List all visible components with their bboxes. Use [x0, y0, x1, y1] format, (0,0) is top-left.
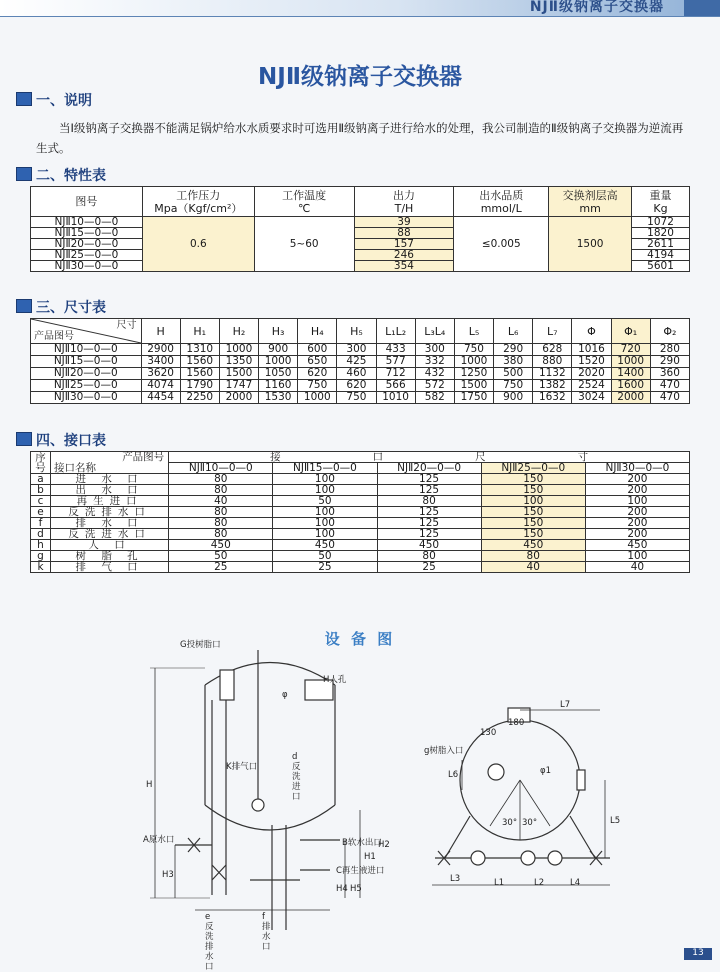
label-angle-left: 30° — [502, 818, 518, 828]
dim-header: H — [141, 319, 180, 344]
height-cell: 1500 — [549, 217, 632, 272]
dim-header: H₂ — [219, 319, 258, 344]
port-size-cell: 450 — [169, 540, 273, 551]
port-name-cell: 树 脂 孔 — [51, 551, 169, 562]
page-number: 13 — [684, 948, 712, 960]
port-size-cell: 100 — [585, 496, 689, 507]
plan-flange-1 — [471, 851, 485, 865]
temp-cell: 5~60 — [254, 217, 354, 272]
port-size-cell: 200 — [585, 529, 689, 540]
section-heading: 三、尺寸表 — [36, 300, 106, 316]
dim-cell: 1000 — [611, 356, 650, 368]
label-raw-water: A原水口 — [143, 835, 175, 845]
port-model-header: NJⅡ20—0—0 — [377, 463, 481, 474]
dim-cell: 1560 — [180, 356, 219, 368]
dimension-table — [30, 318, 690, 404]
vessel-bottom-dome — [205, 805, 335, 830]
dim-corner-header — [31, 319, 142, 344]
dim-cell: 1600 — [611, 380, 650, 392]
weight-cell: 1072 — [632, 217, 690, 228]
dim-cell: 280 — [650, 344, 689, 356]
port-name-cell: 排 气 口 — [51, 562, 169, 573]
plan-flange-3 — [548, 851, 562, 865]
port-size-cell: 450 — [585, 540, 689, 551]
weight-cell: 5601 — [632, 261, 690, 272]
model-cell: NJⅡ10—0—0 — [31, 217, 143, 228]
label-drain: f排水口 — [262, 912, 271, 952]
port-size-cell: 125 — [377, 507, 481, 518]
vessel-side-view — [150, 650, 360, 930]
dim-cell: 290 — [650, 356, 689, 368]
dim-cell: 572 — [415, 380, 454, 392]
label-soft-water: B软水出口 — [342, 838, 382, 848]
dim-cell: 582 — [415, 392, 454, 404]
section-dimensions — [16, 297, 106, 317]
drawing-title: 设 备 图 — [324, 630, 396, 648]
port-size-cell: 200 — [585, 518, 689, 529]
port-size-cell: 450 — [377, 540, 481, 551]
model-cell: NJⅡ15—0—0 — [31, 228, 143, 239]
port-size-cell: 50 — [273, 551, 377, 562]
dim-header: H₁ — [180, 319, 219, 344]
dim-cell: 566 — [376, 380, 415, 392]
label-l5: L5 — [610, 816, 621, 826]
model-cell: NJⅡ10—0—0 — [31, 344, 142, 356]
dim-header: L₇ — [533, 319, 572, 344]
plan-flange-2 — [521, 851, 535, 865]
label-dim-h2: H2 — [378, 840, 390, 850]
port-model-header: NJⅡ15—0—0 — [273, 463, 377, 474]
label-backwash-in: d反洗进口 — [292, 752, 301, 802]
model-cell: NJⅡ25—0—0 — [31, 250, 143, 261]
port-size-cell: 100 — [273, 529, 377, 540]
label-phi1: φ1 — [540, 766, 552, 776]
dim-cell: 900 — [494, 392, 533, 404]
dim-cell: 1750 — [454, 392, 493, 404]
corner-top-label: 尺寸 — [116, 320, 137, 331]
dim-cell: 1350 — [219, 356, 258, 368]
weight-cell: 2611 — [632, 239, 690, 250]
port-size-cell: 125 — [377, 485, 481, 496]
table-row — [31, 392, 690, 404]
dim-cell: 1250 — [454, 368, 493, 380]
port-id-cell: k — [31, 562, 51, 573]
spec-header: 图号 — [31, 187, 143, 217]
dim-header: Φ₂ — [650, 319, 689, 344]
section-marker-icon — [16, 299, 32, 313]
dim-cell: 880 — [533, 356, 572, 368]
model-cell: NJⅡ20—0—0 — [31, 368, 142, 380]
page-title: NJⅡ级钠离子交换器 — [258, 64, 462, 90]
section-spec — [16, 165, 106, 185]
flow-cell: 39 — [354, 217, 454, 228]
dim-cell: 1790 — [180, 380, 219, 392]
label-dim-h5: H5 — [350, 884, 362, 894]
dim-cell: 360 — [650, 368, 689, 380]
dim-cell: 1016 — [572, 344, 611, 356]
port-id-cell: f — [31, 518, 51, 529]
dim-header: H₃ — [259, 319, 298, 344]
port-id-cell: d — [31, 529, 51, 540]
dim-cell: 3620 — [141, 368, 180, 380]
dim-cell: 300 — [415, 344, 454, 356]
label-resin-inlet: g树脂入口 — [424, 746, 464, 756]
dim-cell: 1747 — [219, 380, 258, 392]
port-size-cell: 40 — [481, 562, 585, 573]
port-size-cell: 25 — [377, 562, 481, 573]
port-size-cell: 50 — [273, 496, 377, 507]
banner-title: NJⅡ级钠离子交换器 — [529, 0, 664, 15]
dim-cell: 432 — [415, 368, 454, 380]
dim-cell: 600 — [298, 344, 337, 356]
size-header: 接 口 尺 寸 — [169, 452, 690, 463]
dim-cell: 380 — [494, 356, 533, 368]
port-size-cell: 125 — [377, 474, 481, 485]
dim-cell: 750 — [298, 380, 337, 392]
dim-cell: 1560 — [180, 368, 219, 380]
port-size-cell: 450 — [481, 540, 585, 551]
port-name-cell: 出 水 口 — [51, 485, 169, 496]
port-model-header: NJⅡ30—0—0 — [585, 463, 689, 474]
section-marker-icon — [16, 92, 32, 106]
dim-cell: 750 — [337, 392, 376, 404]
port-size-cell: 150 — [481, 518, 585, 529]
label-vent: K排气口 — [226, 762, 258, 772]
label-dim-h4: H4 — [336, 884, 348, 894]
dim-cell: 1160 — [259, 380, 298, 392]
section-heading: 一、说明 — [36, 93, 92, 109]
port-size-cell: 100 — [273, 518, 377, 529]
section-marker-icon — [16, 432, 32, 446]
dim-cell: 650 — [298, 356, 337, 368]
name-header: 接口名称 — [51, 463, 169, 474]
label-l2: L2 — [534, 878, 545, 888]
table-row — [31, 485, 690, 496]
port-size-cell: 80 — [169, 485, 273, 496]
port-size-cell: 80 — [481, 551, 585, 562]
spec-header: 出水品质 mmol/L — [454, 187, 549, 217]
section-heading: 四、接口表 — [36, 433, 106, 449]
corner-bottom-label: 产品图号 — [34, 331, 74, 342]
dim-cell: 620 — [337, 380, 376, 392]
port-name-cell: 进 水 口 — [51, 474, 169, 485]
port-name-cell: 人 口 — [51, 540, 169, 551]
label-l4: L4 — [570, 878, 581, 888]
spec-table — [30, 186, 690, 272]
model-cell: NJⅡ25—0—0 — [31, 380, 142, 392]
port-size-cell: 50 — [169, 551, 273, 562]
port-id-cell: b — [31, 485, 51, 496]
dim-cell: 3024 — [572, 392, 611, 404]
port-size-cell: 80 — [377, 551, 481, 562]
table-row — [31, 368, 690, 380]
flow-cell: 246 — [354, 250, 454, 261]
weight-cell: 4194 — [632, 250, 690, 261]
dim-cell: 750 — [454, 344, 493, 356]
port-id-cell: a — [31, 474, 51, 485]
weight-cell: 1820 — [632, 228, 690, 239]
intro-paragraph: 当Ⅰ级钠离子交换器不能满足锅炉给水水质要求时可选用Ⅱ级钠离子进行给水的处理，我公司制造的Ⅱ级钠离子交换器为逆流再生式。 — [36, 121, 684, 155]
label-130: 130 — [480, 728, 497, 738]
port-size-cell: 200 — [585, 485, 689, 496]
flow-cell: 88 — [354, 228, 454, 239]
dim-cell: 300 — [337, 344, 376, 356]
dim-cell: 1010 — [376, 392, 415, 404]
dim-cell: 620 — [298, 368, 337, 380]
vessel-plan-view — [432, 708, 610, 885]
label-180: 180 — [508, 718, 525, 728]
port-size-cell: 80 — [169, 507, 273, 518]
table-row — [31, 474, 690, 485]
ports-table — [30, 451, 690, 573]
port-size-cell: 100 — [481, 496, 585, 507]
dim-cell: 1530 — [259, 392, 298, 404]
dim-cell: 750 — [494, 380, 533, 392]
port-size-cell: 25 — [169, 562, 273, 573]
model-cell: NJⅡ30—0—0 — [31, 261, 143, 272]
dim-header: L₃L₄ — [415, 319, 454, 344]
dim-header: L₁L₂ — [376, 319, 415, 344]
dim-cell: 1382 — [533, 380, 572, 392]
label-regen: C再生液进口 — [336, 866, 385, 876]
section-ports — [16, 430, 106, 450]
model-cell: NJⅡ20—0—0 — [31, 239, 143, 250]
dim-cell: 4454 — [141, 392, 180, 404]
model-header: 产品图号 — [51, 452, 169, 463]
port-size-cell: 40 — [585, 562, 689, 573]
port-id-cell: g — [31, 551, 51, 562]
dim-cell: 470 — [650, 392, 689, 404]
label-l7: L7 — [560, 700, 571, 710]
banner-block — [684, 0, 720, 16]
dim-cell: 2000 — [611, 392, 650, 404]
dim-cell: 628 — [533, 344, 572, 356]
dim-cell: 1132 — [533, 368, 572, 380]
model-cell: NJⅡ15—0—0 — [31, 356, 142, 368]
plan-resin-inlet — [488, 764, 504, 780]
table-row — [31, 551, 690, 562]
dim-cell: 3400 — [141, 356, 180, 368]
table-row — [31, 356, 690, 368]
flow-cell: 354 — [354, 261, 454, 272]
port-name-cell: 反洗排水口 — [51, 507, 169, 518]
quality-cell: ≤0.005 — [454, 217, 549, 272]
dim-header: L₅ — [454, 319, 493, 344]
port-name-cell: 排 水 口 — [51, 518, 169, 529]
table-row — [31, 562, 690, 573]
table-row — [31, 529, 690, 540]
spec-header: 工作压力 Mpa（Kgf/cm²） — [142, 187, 254, 217]
port-id-cell: h — [31, 540, 51, 551]
table-row — [31, 496, 690, 507]
port-size-cell: 150 — [481, 474, 585, 485]
dim-cell: 500 — [494, 368, 533, 380]
gauge-icon — [252, 799, 264, 811]
label-l6: L6 — [448, 770, 459, 780]
spec-header: 工作温度 ℃ — [254, 187, 354, 217]
pressure-cell: 0.6 — [142, 217, 254, 272]
port-size-cell: 100 — [273, 474, 377, 485]
dim-header: L₆ — [494, 319, 533, 344]
dim-cell: 1000 — [298, 392, 337, 404]
port-size-cell: 80 — [169, 474, 273, 485]
dim-cell: 1000 — [454, 356, 493, 368]
port-size-cell: 125 — [377, 529, 481, 540]
table-row — [31, 518, 690, 529]
spec-header: 出力 T/H — [354, 187, 454, 217]
dim-cell: 577 — [376, 356, 415, 368]
port-size-cell: 150 — [481, 507, 585, 518]
port-name-cell: 再生进口 — [51, 496, 169, 507]
dim-cell: 460 — [337, 368, 376, 380]
dim-cell: 1400 — [611, 368, 650, 380]
port-size-cell: 25 — [273, 562, 377, 573]
port-model-header: NJⅡ10—0—0 — [169, 463, 273, 474]
dim-cell: 1000 — [219, 344, 258, 356]
label-angle-right: 30° — [522, 818, 538, 828]
port-size-cell: 200 — [585, 507, 689, 518]
seq-header: 序 号 — [31, 452, 51, 474]
section-description — [16, 90, 92, 110]
dim-cell: 2000 — [219, 392, 258, 404]
dim-cell: 720 — [611, 344, 650, 356]
plan-side-port — [577, 770, 585, 790]
dim-header: H₅ — [337, 319, 376, 344]
port-size-cell: 450 — [273, 540, 377, 551]
dim-cell: 332 — [415, 356, 454, 368]
port-size-cell: 125 — [377, 518, 481, 529]
label-backwash-out: e反洗排水口 — [205, 912, 214, 972]
label-manhole: H人孔 — [323, 675, 347, 685]
dim-cell: 1520 — [572, 356, 611, 368]
top-banner — [0, 0, 720, 17]
port-size-cell: 80 — [377, 496, 481, 507]
port-size-cell: 150 — [481, 529, 585, 540]
table-row — [31, 540, 690, 551]
dim-cell: 4074 — [141, 380, 180, 392]
dim-cell: 470 — [650, 380, 689, 392]
port-id-cell: c — [31, 496, 51, 507]
port-size-cell: 150 — [481, 485, 585, 496]
dim-cell: 712 — [376, 368, 415, 380]
valve-e-icon — [212, 865, 226, 880]
dim-cell: 2020 — [572, 368, 611, 380]
dim-cell: 2524 — [572, 380, 611, 392]
spec-header: 交换剂层高 mm — [549, 187, 632, 217]
dim-header: H₄ — [298, 319, 337, 344]
resin-port — [220, 670, 234, 700]
spec-header: 重量 Kg — [632, 187, 690, 217]
section-marker-icon — [16, 167, 32, 181]
dim-cell: 425 — [337, 356, 376, 368]
table-row — [31, 217, 690, 228]
port-id-cell: e — [31, 507, 51, 518]
port-size-cell: 100 — [273, 485, 377, 496]
dim-cell: 433 — [376, 344, 415, 356]
dim-cell: 900 — [259, 344, 298, 356]
section-heading: 二、特性表 — [36, 168, 106, 184]
dim-cell: 1500 — [219, 368, 258, 380]
port-size-cell: 200 — [585, 474, 689, 485]
model-cell: NJⅡ30—0—0 — [31, 392, 142, 404]
equipment-drawing — [0, 630, 720, 960]
port-size-cell: 40 — [169, 496, 273, 507]
label-l3: L3 — [450, 874, 461, 884]
label-phi: φ — [282, 690, 288, 700]
dim-cell: 2900 — [141, 344, 180, 356]
dim-cell: 2250 — [180, 392, 219, 404]
port-size-cell: 100 — [273, 507, 377, 518]
dim-header: Φ₁ — [611, 319, 650, 344]
label-l1: L1 — [494, 878, 505, 888]
dim-header: Φ — [572, 319, 611, 344]
port-size-cell: 100 — [585, 551, 689, 562]
dim-cell: 1632 — [533, 392, 572, 404]
port-name-cell: 反洗进水口 — [51, 529, 169, 540]
dim-cell: 1050 — [259, 368, 298, 380]
dim-cell: 1500 — [454, 380, 493, 392]
port-size-cell: 80 — [169, 518, 273, 529]
dim-cell: 1310 — [180, 344, 219, 356]
label-dim-h: H — [146, 780, 153, 790]
label-dim-h1: H1 — [364, 852, 376, 862]
table-row — [31, 507, 690, 518]
table-row — [31, 344, 690, 356]
port-size-cell: 80 — [169, 529, 273, 540]
flow-cell: 157 — [354, 239, 454, 250]
dim-cell: 1000 — [259, 356, 298, 368]
label-resin-port: G投树脂口 — [180, 640, 221, 650]
dim-cell: 290 — [494, 344, 533, 356]
table-row — [31, 380, 690, 392]
label-dim-h3: H3 — [162, 870, 174, 880]
port-model-header: NJⅡ25—0—0 — [481, 463, 585, 474]
